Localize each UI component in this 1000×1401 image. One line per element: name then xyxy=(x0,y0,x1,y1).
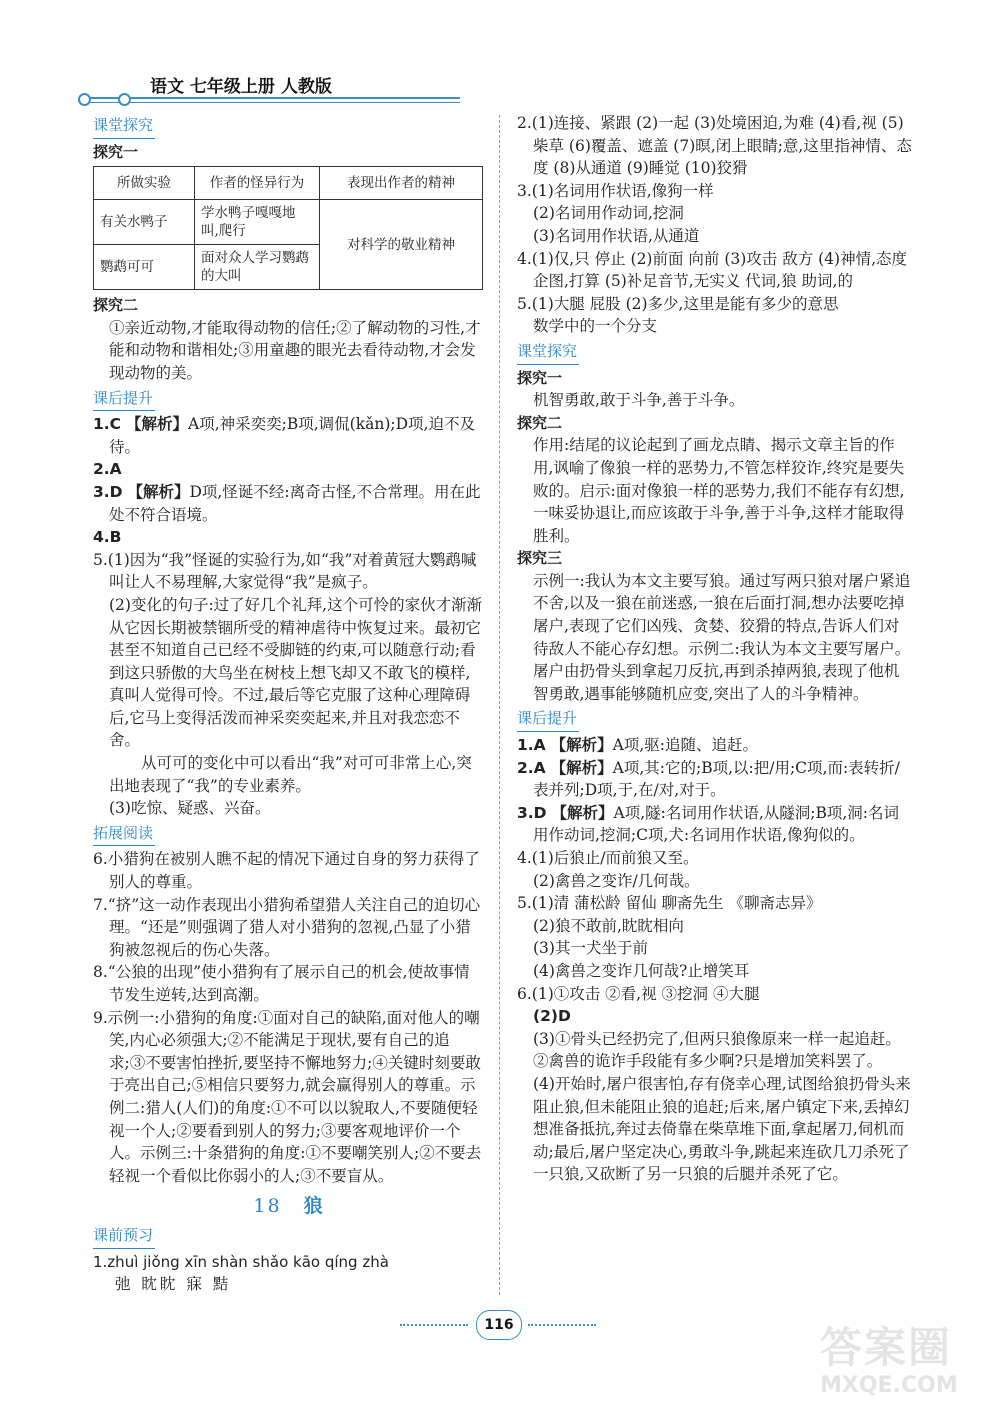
answer-item: 6.(1)①攻击 ②看,视 ③挖洞 ④大腿 xyxy=(517,984,760,1003)
section-heading: 课后提升 xyxy=(517,707,579,732)
experiment-table xyxy=(93,166,483,290)
answer-item: 数学中的一个分支 xyxy=(533,317,658,336)
answer-item: (2)狼不敢前,眈眈相向 xyxy=(533,916,684,935)
right-column xyxy=(517,112,912,1186)
answer-text: 机智勇敢,敢于斗争,善于斗争。 xyxy=(533,391,745,410)
header-dot-icon xyxy=(78,93,91,106)
pinyin-line: 1.zhuì jiǒng xīn shàn shǎo kāo qíng zhà xyxy=(93,1252,389,1271)
answer-item: 2.A 【解析】A项,其:它的;B项,以:把/用;C项,而:表转折/表并列;D项,于,在/对,对于。 xyxy=(517,758,900,800)
watermark-logo: 答案圈 MXQE.COM xyxy=(820,1323,958,1398)
lesson-title: 18 狼 xyxy=(253,1195,325,1218)
answer-item: 3.(1)名词用作状语,像狗一样 xyxy=(517,181,714,200)
answer-item: 6.小猎狗在被别人瞧不起的情况下通过自身的努力获得了别人的尊重。 xyxy=(93,850,480,892)
answer-item: (2)变化的句子:过了好几个礼拜,这个可怜的家伙才渐渐从它因长期被禁锢所受的精神虐待中恢复过来。最初它甚至不知道自己已经不受脚链的约束,可以随意行动;看到这只骄傲的大鸟坐在树枝上想飞却又不敢飞的模样,真叫人觉得可怜。不过,最后等它克服了这种心理障碍后,它马上变得活泼而神采奕奕起来,并且对我恋恋不舍。 xyxy=(109,595,483,750)
table-cell: 学水鸭子嘎嘎地叫,爬行 xyxy=(195,200,320,245)
answer-item: 4.(1)后狼止/而前狼又至。 xyxy=(517,849,699,867)
page-number: 116 xyxy=(476,1310,522,1340)
answer-item: 4.(1)仅,只 停止 (2)前面 向前 (3)攻击 敌方 (4)神情,态度 企图,打算 (5)补足音节,无实义 代词,狼 助词,的 xyxy=(517,249,908,291)
answer-text: 示例一:我认为本文主要写狼。通过写两只狼对屠户紧追不舍,以及一狼在前迷惑,一狼在后面打洞,想办法要吃掉屠户,表现了它们凶残、贪婪、狡猾的特点,告诉人们对待敌人不能心存幻想。示例二:我认为本文主要写屠户。屠户由扔骨头到拿起刀反抗,再到杀掉两狼,表现了他机智勇敢,遇事能够随机应变,突出了人的斗争精神。 xyxy=(533,571,911,703)
section-heading: 课堂探究 xyxy=(93,114,155,139)
header-title: 语文 七年级上册 人教版 xyxy=(150,77,332,97)
table-cell: 鹦鹉可可 xyxy=(94,245,195,290)
answer-item: 5.(1)大腿 屁股 (2)多少,这里是能有多少的意思 xyxy=(517,294,839,313)
header-rule-thin xyxy=(80,102,460,103)
answer-item: (2)名词用作动词,挖洞 xyxy=(533,204,684,223)
answer-item: (2)D xyxy=(533,1007,571,1026)
answer-item: 2.A xyxy=(93,460,122,479)
footer-dotted-rule xyxy=(528,1324,596,1326)
subheading: 探究三 xyxy=(517,549,563,568)
answer-item: 5.(1)因为“我”怪诞的实验行为,如“我”对着黄冠大鹦鹉喊叫让人不易理解,大家觉得“我”是疯子。 xyxy=(93,550,477,592)
answer-item: 2.(1)连接、紧跟 (2)一起 (3)处境困迫,为难 (4)看,视 (5)柴草 (6)覆盖、遮盖 (7)暝,闭上眼睛;意,这里指神情、态度 (8)从通道 (9)睡觉 (10)狡猾 xyxy=(517,114,912,178)
section-heading: 课后提升 xyxy=(93,387,155,412)
table-cell: 对科学的敬业精神 xyxy=(320,200,483,290)
page-number-footer xyxy=(400,1310,600,1340)
character-line: 弛 眈眈 寐 黠 xyxy=(115,1275,232,1294)
column-divider xyxy=(499,115,500,1295)
table-header: 作者的怪异行为 xyxy=(195,167,320,200)
answer-item: 从可可的变化中可以看出“我”对可可非常上心,突出地表现了“我”的专业素养。 xyxy=(109,754,472,795)
subheading: 探究二 xyxy=(517,413,563,432)
answer-item: 5.(1)清 蒲松龄 留仙 聊斋先生 《聊斋志异》 xyxy=(517,894,822,913)
subheading: 探究二 xyxy=(93,296,139,315)
section-heading: 课前预习 xyxy=(93,1224,155,1249)
subheading: 探究一 xyxy=(517,368,563,387)
answer-item: (3)名词用作状语,从通道 xyxy=(533,226,700,245)
answer-item: (3)①骨头已经扔完了,但两只狼像原来一样一起追赶。②禽兽的诡诈手段能有多少啊?只是增加笑料罢了。 xyxy=(533,1029,901,1071)
answer-item: (4)开始时,屠户很害怕,存有侥幸心理,试图给狼扔骨头来阻止狼,但未能阻止狼的追赶;后来,屠户镇定下来,丢掉幻想准备抵抗,奔过去倚靠在柴草堆下面,拿起屠刀,伺机而动;最后,屠户坚定决心,勇敢斗争,跳起来连砍几刀杀死了一只狼,又砍断了另一只狼的后腿并杀死了它。 xyxy=(533,1074,911,1184)
answer-item: 9.示例一:小猎狗的角度:①面对自己的缺陷,面对他人的嘲笑,内心必须强大;②不能满足于现状,要有自己的追求;③不要害怕挫折,要坚持不懈地努力;④关键时刻要敢于亮出自己;⑤相信只要努力,就会赢得别人的尊重。示例二:猎人(人们)的角度:①不可以以貌取人,不要随便轻视一个人;②要看到别人的努力;③要客观地评价一个人。示例三:十条猎狗的角度:①不要嘲笑别人;②不要去轻视一个看似比你弱小的人;③不要盲从。 xyxy=(93,1008,482,1185)
answer-item: 4.B xyxy=(93,528,122,547)
answer-item: 1.A 【解析】A项,驱:追随、追赶。 xyxy=(517,736,758,755)
answer-item: 1.C 【解析】A项,神采奕奕;B项,调侃(kǎn);D项,迫不及待。 xyxy=(93,415,475,456)
section-heading: 课堂探究 xyxy=(517,340,579,365)
header-dot-icon xyxy=(118,93,131,106)
subheading: 探究一 xyxy=(93,142,139,161)
answer-text: 作用:结尾的议论起到了画龙点睛、揭示文章主旨的作用,讽喻了像狼一样的恶势力,不管怎样狡诈,终究是要失败的。启示:面对像狼一样的恶势力,我们不能存有幻想,一味妥协退让,而应该敢于斗争,善于斗争,这样才能取得胜利。 xyxy=(533,436,905,545)
answer-item: 3.D 【解析】D项,怪诞不经:离奇古怪,不合常理。用在此处不符合语境。 xyxy=(93,482,481,524)
table-header: 所做实验 xyxy=(94,167,195,200)
table-cell: 面对众人学习鹦鹉的大叫 xyxy=(195,245,320,290)
answer-item: 7.“挤”这一动作表现出小猎狗希望猎人关注自己的迫切心理。“还是”则强调了猎人对小猎狗的忽视,凸显了小猎狗被忽视后的伤心失落。 xyxy=(93,895,481,959)
footer-dotted-rule xyxy=(400,1324,468,1326)
header-rule xyxy=(80,97,460,99)
left-column xyxy=(93,112,485,1296)
answer-item: (3)其一犬坐于前 xyxy=(533,939,648,958)
answer-item: (3)吃惊、疑惑、兴奋。 xyxy=(109,799,271,818)
answer-item: (2)禽兽之变诈/几何哉。 xyxy=(533,871,700,890)
table-cell: 有关水鸭子 xyxy=(94,200,195,245)
answer-text: ①亲近动物,才能取得动物的信任;②了解动物的习性,才能和动物和谐相处;③用童趣的眼光去看待动物,才会发现动物的美。 xyxy=(109,318,481,382)
answer-item: (4)禽兽之变诈几何哉?止增笑耳 xyxy=(533,961,750,980)
section-heading: 拓展阅读 xyxy=(93,822,155,847)
table-header: 表现出作者的精神 xyxy=(320,167,483,200)
answer-item: 3.D 【解析】A项,隧:名词用作状语,从隧洞;B项,洞:名词用作动词,挖洞;C项,犬:名词用作状语,像狗似的。 xyxy=(517,803,900,845)
answer-item: 8.“公狼的出现”使小猎狗有了展示自己的机会,使故事情节发生逆转,达到高潮。 xyxy=(93,963,470,1004)
